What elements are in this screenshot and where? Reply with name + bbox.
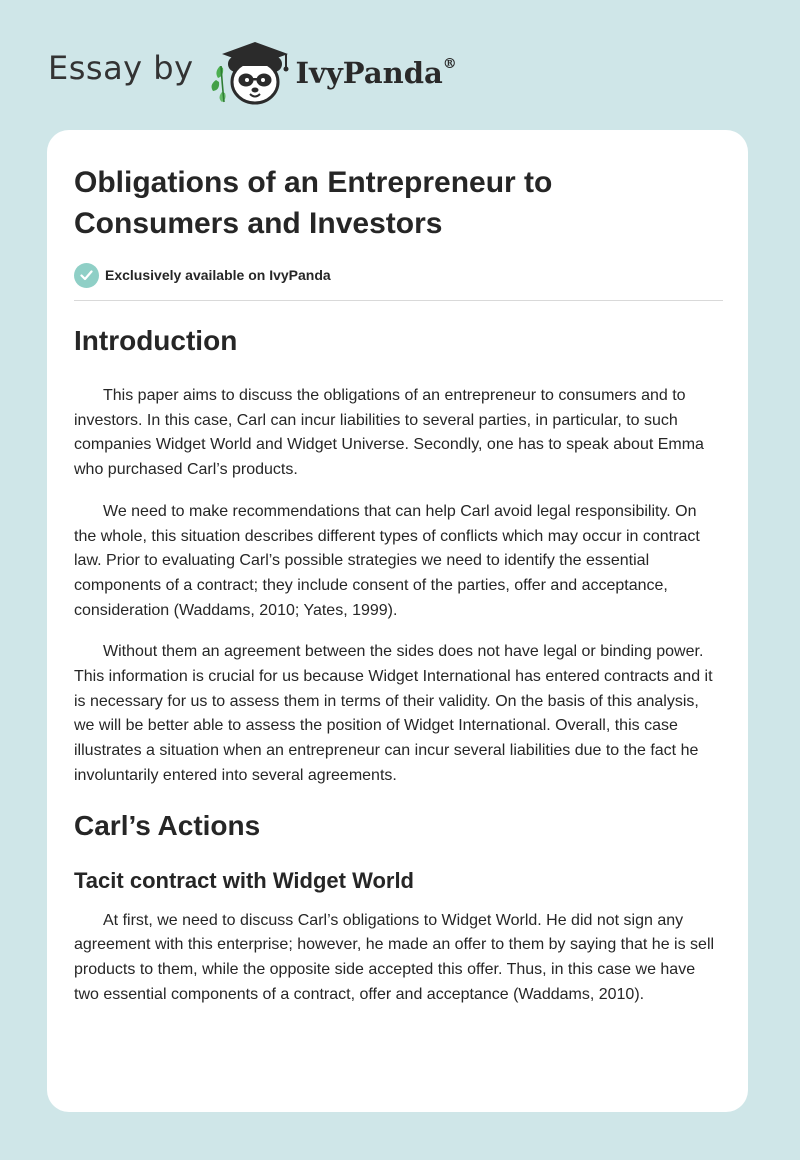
paragraph: At first, we need to discuss Carl’s obligations to Widget World. He did not sign any agreement with this enterprise; however, he made an offer to them by saying that he is sell products to them, while the opposite side accepted this offer. Thus, in this case we have two essential components of a contract, offer and acceptance (Waddams, 2010). — [74, 911, 715, 1003]
paragraph: This paper aims to discuss the obligations of an entrepreneur to consumers and to investors. In this case, Carl can incur liabilities to several parties, in particular, to such companies Widget World and Widget Universe. Secondly, one has to speak about Emma who purchased Carl’s products. — [74, 387, 704, 479]
brand-prefix: Essay by — [48, 49, 194, 87]
essay-content — [74, 162, 723, 1007]
paragraph: Without them an agreement between the sides does not have legal or binding power. This information is crucial for us because Widget International has entered contracts and it is necessary for us to assess them in terms of their validity. On the basis of this analysis, we will be better able to assess the position of Widget International. Overall, this case illustrates a situation when an entrepreneur can incur several liabilities due to the fact he involuntarily entered into several agreements. — [74, 643, 713, 784]
section-heading-introduction: Introduction — [74, 325, 238, 356]
check-icon — [74, 263, 99, 288]
exclusive-label: Exclusively available on IvyPanda — [105, 267, 331, 283]
panda-graduate-icon — [206, 36, 294, 108]
brand-name — [296, 56, 457, 90]
subsection-heading-tacit-contract: Tacit contract with Widget World — [74, 867, 414, 893]
brand-name-text: IvyPanda — [295, 56, 443, 90]
brand-header[interactable] — [48, 36, 457, 108]
section-heading-carls-actions: Carl’s Actions — [74, 809, 261, 841]
essay-title: Obligations of an Entrepreneur to Consumers and Investors — [74, 166, 553, 240]
paragraph: We need to make recommendations that can help Carl avoid legal responsibility. On the whole, this situation describes different types of conflicts which may occur in contract law. Prior to evaluating Carl’s possible strategies we need to identify the essential components of a contract; they include consent of the parties, offer and acceptance, consideration (Waddams, 2010; Yates, 1999). — [74, 502, 700, 619]
exclusive-badge — [74, 262, 723, 288]
trademark-symbol: ® — [442, 56, 457, 73]
essay-card — [47, 130, 748, 1112]
divider — [74, 300, 723, 301]
